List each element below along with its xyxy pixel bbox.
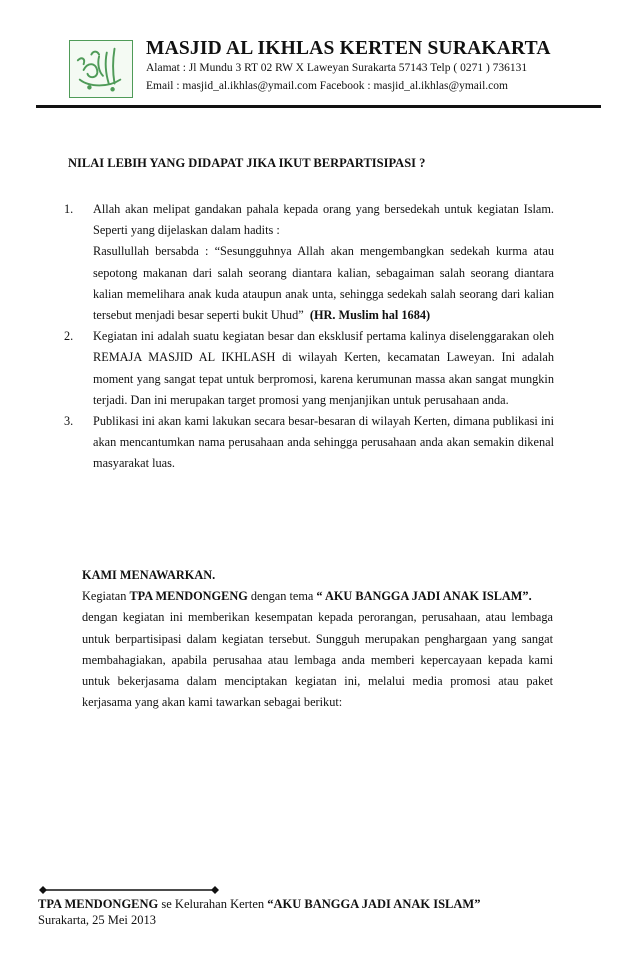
footer-theme: “AKU BANGGA JADI ANAK ISLAM”	[267, 897, 481, 911]
offer-body: dengan kegiatan ini memberikan kesempatan kepada perorangan, perusahaan, atau lembaga untuk berpartisipasi dalam kegiatan tersebut. Sungguh merupakan penghargaan yang sangat membahagiakan, apabila perusahaa atau lembaga anda memberi kepercayaan kepada kami untuk bekerjasama dalam menciptakan kegiatan ini, melalui media promosi atau paket kerjasama yang akan kami tawarkan sebagai berikut:	[82, 610, 553, 710]
offer-section	[82, 565, 553, 713]
footer-event-line	[38, 897, 480, 912]
list-item-number: 1.	[64, 202, 74, 216]
letterhead-divider	[36, 105, 601, 108]
offer-heading: KAMI MENAWARKAN.	[82, 568, 216, 582]
masjid-address: Alamat : Jl Mundu 3 RT 02 RW X Laweyan Surakarta 57143 Telp ( 0271 ) 736131	[146, 62, 528, 74]
offer-theme: “ AKU BANGGA JADI ANAK ISLAM”.	[316, 589, 532, 604]
list-item	[64, 199, 554, 326]
list-item-number: 2.	[64, 329, 74, 344]
hadith-quote	[93, 241, 554, 326]
footer-event: TPA MENDONGENG	[38, 897, 159, 911]
offer-prefix: Kegiatan	[82, 589, 130, 604]
footer-place-date: Surakarta, 25 Mei 2013	[38, 913, 157, 927]
benefit-list	[64, 199, 554, 475]
point-text: Kegiatan ini adalah suatu kegiatan besar dan eksklusif pertama kalinya diselenggarakan oleh REMAJA MASJID AL IKHLASH di wilayah Kerten, kecamatan Laweyan. Ini adalah moment yang sangat tepat untuk berpromosi, karena kerumunan massa akan sangat mungkin terjadi. Dan ini merupakan target promosi yang menjanjikan untuk perusahaan anda.	[93, 329, 554, 407]
hadith-citation: (HR. Muslim hal 1684)	[309, 308, 431, 323]
point-text: Publikasi ini akan kami lakukan secara besar-besaran di wilayah Kerten, dimana publikasi ini akan mencantumkan nama perusahaan anda sehingga perusahaan anda akan semakin dikenal masyarakat luas.	[93, 414, 554, 471]
section-title: NILAI LEBIH YANG DIDAPAT JIKA IKUT BERPARTISIPASI ?	[68, 156, 426, 170]
footer-mid: se Kelurahan Kerten	[158, 897, 268, 911]
offer-intro-line	[82, 586, 553, 607]
footer-divider	[39, 882, 219, 892]
offer-event-name: TPA MENDONGENG	[129, 589, 248, 604]
hadith-text: Rasullullah bersabda : “Sesungguhnya Allah akan mengembangkan sedekah kurma atau sepotong makanan dari salah seorang diantara kalian, sebagaiman salah seorang diantara kalian memelihara anak kuda ataupun anak unta, sehingga sedekah salah seorang dari kalian tersebut menjadi besar seperti bukit Uhud”	[93, 244, 554, 323]
masjid-title: MASJID AL IKHLAS KERTEN SURAKARTA	[146, 38, 551, 59]
list-item-number: 3.	[64, 414, 74, 429]
offer-mid: dengan tema	[247, 589, 317, 604]
masjid-contact: Email : masjid_al.ikhlas@ymail.com Facebook : masjid_al.ikhlas@ymail.com	[146, 80, 508, 92]
list-item	[64, 411, 554, 475]
point-intro: Allah akan melipat gandakan pahala kepada orang yang bersedekah untuk kegiatan Islam. Seperti yang dijelaskan dalam hadits :	[93, 202, 554, 238]
list-item	[64, 326, 554, 411]
mosque-logo-icon	[69, 40, 133, 98]
